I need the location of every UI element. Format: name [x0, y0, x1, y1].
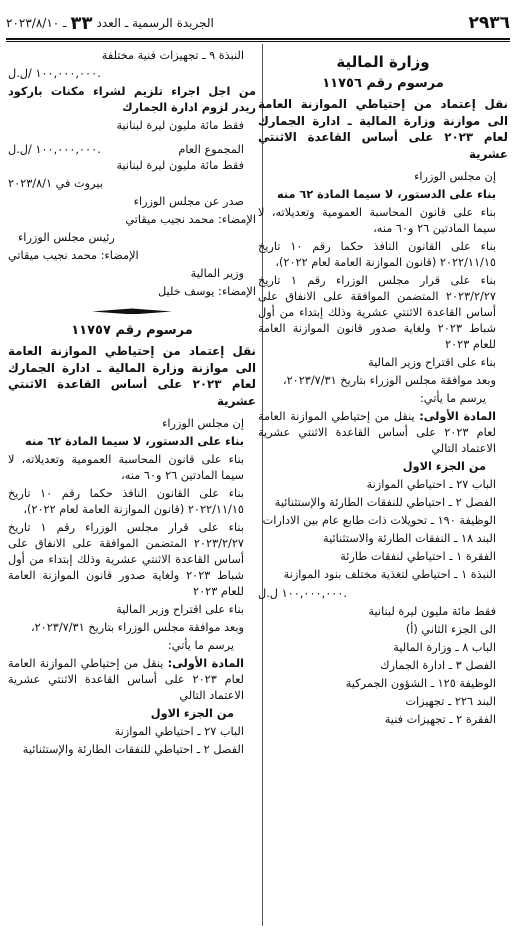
preamble-3: بناء على القانون النافذ حكما رقم ١٠ تاريخ ٢٠٢٢/١١/١٥ (قانون الموازنة العامة لعام ٢٠٢٢)، [258, 239, 496, 269]
from-part: من الجزء الاول [402, 460, 486, 474]
issue-info [6, 13, 214, 34]
line-item: الفصل ٢ ـ احتياطي للنفقات الطارئة والإستثنائية [22, 743, 244, 757]
item-amount: ١٠٠,٠٠٠,٠٠٠ /ل.ل. [8, 67, 101, 81]
line-item: الوظيفة ١٢٥ ـ الشؤون الجمركية [345, 676, 496, 690]
decree-subject: نقل إعتماد من إحتياطي الموازنة العامة الى موازنة وزارة المالية ـ ادارة الجمارك لعام ٢٠٢٣ على أساس القاعدة الاثنتي عشرية [258, 96, 508, 161]
article-1 [258, 409, 508, 457]
from-part: من الجزء الاول [150, 707, 234, 721]
decrees-line: يرسم ما يأتي: [420, 392, 486, 406]
grand-total-label: المجموع العام [178, 143, 244, 157]
article-1-text: ينقل من إحتياطي الموازنة العامة لعام ٢٠٢٣ على أساس القاعدة الاثنتي عشرية الاعتماد التالي [258, 410, 496, 456]
decrees-line: يرسم ما يأتي: [168, 639, 234, 653]
line-item: الباب ٢٧ ـ احتياطي الموازنة [114, 725, 244, 739]
preamble-2: بناء على قانون المحاسبة العمومية وتعديلاته، لا سيما المادتين ٢٦ و٦٠ منه، [258, 205, 496, 235]
transfer-amount: ١٠٠,٠٠٠,٠٠٠ ل.ل. [258, 586, 347, 600]
page-number: ٢٩٣٦ [468, 13, 510, 33]
amount-words: فقط مائة مليون ليرة لبنانية [116, 159, 244, 173]
line-item: الفصل ٣ ـ ادارة الجمارك [380, 658, 496, 672]
article-1 [8, 656, 256, 704]
preamble-1: بناء على الدستور، لا سيما المادة ٦٢ منه [25, 434, 244, 448]
publication-name: الجريدة الرسمية ـ العدد [96, 16, 214, 30]
preamble-5: بناء على اقتراح وزير المالية [368, 356, 496, 370]
preamble-2: بناء على قانون المحاسبة العمومية وتعديلاته، لا سيما المادتين ٢٦ و٦٠ منه، [8, 452, 244, 482]
council-line: إن مجلس الوزراء [414, 169, 496, 183]
left-column [8, 48, 256, 761]
page-header [6, 8, 510, 38]
article-1-text: ينقل من إحتياطي الموازنة العامة لعام ٢٠٢٣ على أساس القاعدة الاثنتي عشرية الاعتماد التالي [8, 657, 244, 703]
preamble-6: وبعد موافقة مجلس الوزراء بتاريخ ٢٠٢٣/٧/٣١، [30, 621, 244, 635]
signature-line: الإمضاء: يوسف خليل [158, 285, 256, 299]
line-item: الفصل ٢ ـ احتياطي للنفقات الطارئة والإستثنائية [274, 496, 496, 510]
line-item: النبذة ١ ـ احتياطي لتغذية مختلف بنود الموازنة [283, 568, 496, 582]
preamble-4: بناء على قرار مجلس الوزراء رقم ١ تاريخ ٢٠٢٣/٢/٢٧ المتضمن الموافقة على الانفاق على أساس القاعدة الاثنتي عشرية وذلك إبتداء من أول شباط ٢٠٢٣ ولغاية صدور قانون الموازنة العامة للعام ٢٠٢٣ [8, 521, 245, 599]
purpose-line: من اجل اجراء تلزيم لشراء مكنات باركود ريدر لزوم ادارة الجمارك [8, 85, 256, 115]
header-rule-thin [6, 41, 510, 42]
grand-total-amount: ١٠٠,٠٠٠,٠٠٠ /ل.ل. [8, 143, 101, 157]
article-1-label: المادة الأولى: [167, 657, 245, 671]
issue-number: ٣٣ [70, 12, 93, 34]
preamble-4: بناء على قرار مجلس الوزراء رقم ١ تاريخ ٢٠٢٣/٢/٢٧ المتضمن الموافقة على الانفاق على أساس القاعدة الاثنتي عشرية وذلك إبتداء من أول شباط ٢٠٢٣ ولغاية صدور قانون الموازنة العامة للعام ٢٠٢٣ [258, 273, 496, 352]
section-separator [8, 306, 256, 316]
line-item: البند ١٨ ـ النفقات الطارئة والاستثنائية [323, 532, 496, 546]
article-1-label: المادة الأولى: [419, 410, 496, 424]
preamble-5: بناء على اقتراح وزير المالية [116, 603, 244, 617]
line-item: الفقرة ١ ـ احتياطي لنفقات طارئة [340, 550, 496, 564]
signature-line: الإمضاء: محمد نجيب ميقاتي [125, 213, 256, 227]
finance-minister-title: وزير المالية [190, 267, 244, 281]
grand-total-row [8, 142, 256, 158]
amount-words: فقط مائة مليون ليرة لبنانية [368, 604, 496, 618]
line-item: الوظيفة ١٩٠ ـ تحويلات ذات طابع عام بين الادارات [262, 514, 496, 528]
line-item: الباب ٨ ـ وزارة المالية [393, 640, 496, 654]
right-column [258, 48, 508, 730]
issued-by: صدر عن مجلس الوزراء [133, 195, 244, 209]
preamble-1: بناء على الدستور، لا سيما المادة ٦٢ منه [277, 187, 496, 201]
issue-date: ـ ٢٠٢٣/٨/١٠ [6, 16, 67, 30]
signature-line: الإمضاء: محمد نجيب ميقاتي [8, 249, 139, 263]
decree-title: مرسوم رقم ١١٧٥٦ [322, 76, 444, 92]
preamble-3: بناء على القانون النافذ حكما رقم ١٠ تاريخ ٢٠٢٢/١١/١٥ (قانون الموازنة العامة لعام ٢٠٢٢)، [8, 487, 244, 517]
council-line: إن مجلس الوزراء [162, 416, 244, 430]
to-part: الى الجزء الثاني (أ) [405, 622, 496, 636]
line-item: النبذة ٩ ـ تجهيزات فنية مختلفة [101, 49, 244, 62]
decree-title: مرسوم رقم ١١٧٥٧ [71, 323, 193, 339]
preamble-6: وبعد موافقة مجلس الوزراء بتاريخ ٢٠٢٣/٧/٣١، [282, 374, 496, 388]
header-rule [6, 38, 510, 40]
line-item: الباب ٢٧ ـ احتياطي الموازنة [366, 478, 496, 492]
pm-title: رئيس مجلس الوزراء [18, 231, 115, 245]
place-date: بيروت في ٢٠٢٣/٨/١ [8, 177, 103, 191]
ministry-heading: وزارة المالية [336, 53, 430, 71]
amount-words: فقط مائة مليون ليرة لبنانية [116, 119, 244, 133]
line-item: البند ٢٢٦ ـ تجهيزات [405, 694, 496, 708]
decree-subject: نقل إعتماد من إحتياطي الموازنة العامة الى موازنة وزارة المالية ـ ادارة الجمارك لعام ٢٠٢٣ على أساس القاعدة الاثنتي عشرية [8, 343, 256, 409]
line-item: الفقرة ٢ ـ تجهيزات فنية [384, 712, 496, 726]
